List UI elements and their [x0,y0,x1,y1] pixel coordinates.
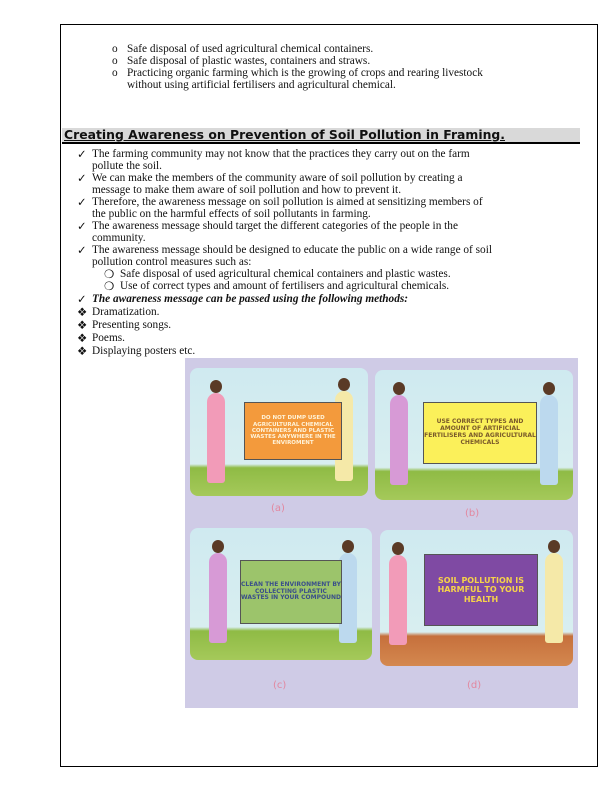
check-item: We can make the members of the community aware of soil pollution by creating a [92,172,463,184]
bullet-o: o [112,55,118,67]
check-icon: ✓ [77,149,87,161]
poster-caption: (c) [273,680,287,691]
poster-panel-c [190,528,372,660]
poster-illustration [185,358,578,708]
method-item: Dramatization. [92,306,160,318]
poster-caption: (b) [465,508,480,519]
poster-panel-d [380,530,573,666]
method-item: Poems. [92,332,125,344]
check-item: The awareness message should target the different categories of the people in the [92,220,458,232]
check-item-continued: community. [92,232,146,244]
sub-item: Safe disposal of used agricultural chemical containers and plastic wastes. [120,268,451,280]
check-icon: ✓ [77,294,87,306]
method-item: Displaying posters etc. [92,345,196,357]
diamond-bullet-icon: ❖ [77,307,88,319]
poster-panel-a [190,368,368,496]
poster-sign-c: CLEAN THE ENVIRONMENT BY COLLECTING PLASTIC WASTES IN YOUR COMPOUND [240,560,342,624]
check-icon: ✓ [77,173,87,185]
check-icon: ✓ [77,245,87,257]
poster-panel-b [375,370,573,500]
list-item: Safe disposal of used agricultural chemical containers. [127,43,374,55]
list-item-continued: without using artificial fertilisers and agricultural chemical. [127,79,396,91]
check-item: The awareness message should be designed to educate the public on a wide range of soil [92,244,492,256]
poster-sign-b: USE CORRECT TYPES AND AMOUNT OF ARTIFICIAL FERTILISERS AND AGRICULTURAL CHEMICALS [423,402,537,464]
sub-item: Use of correct types and amount of fertilisers and agricultural chemicals. [120,280,450,292]
check-item-continued: the public on the harmful effects of soil pollutants in farming. [92,208,371,220]
diamond-bullet-icon: ❖ [77,346,88,358]
check-icon: ✓ [77,197,87,209]
poster-caption: (a) [271,503,285,514]
check-item-continued: pollute the soil. [92,160,162,172]
list-item: Safe disposal of plastic wastes, containers and straws. [127,55,371,67]
check-item-continued: message to make them aware of soil pollution and how to prevent it. [92,184,402,196]
circle-bullet-icon: ❍ [104,281,115,293]
bullet-o: o [112,43,118,55]
bullet-o: o [112,67,118,79]
method-item: Presenting songs. [92,319,172,331]
check-icon: ✓ [77,221,87,233]
methods-intro: The awareness message can be passed using the following methods: [92,293,409,305]
circle-bullet-icon: ❍ [104,269,115,281]
poster-caption: (d) [467,680,482,691]
poster-sign-a: DO NOT DUMP USED AGRICULTURAL CHEMICAL CONTAINERS AND PLASTIC WASTES ANYWHERE IN THE ENVIROMENT [244,402,342,460]
check-item: Therefore, the awareness message on soil pollution is aimed at sensitizing members of [92,196,483,208]
diamond-bullet-icon: ❖ [77,333,88,345]
check-item: The farming community may not know that the practices they carry out on the farm [92,148,470,160]
list-item: Practicing organic farming which is the growing of crops and rearing livestock [127,67,483,79]
diamond-bullet-icon: ❖ [77,320,88,332]
section-heading: Creating Awareness on Prevention of Soil Pollution in Framing. [62,128,580,144]
page-bottom-border [60,766,597,767]
poster-sign-d: SOIL POLLUTION IS HARMFUL TO YOUR HEALTH [424,554,538,626]
check-item-continued: pollution control measures such as: [92,256,252,268]
